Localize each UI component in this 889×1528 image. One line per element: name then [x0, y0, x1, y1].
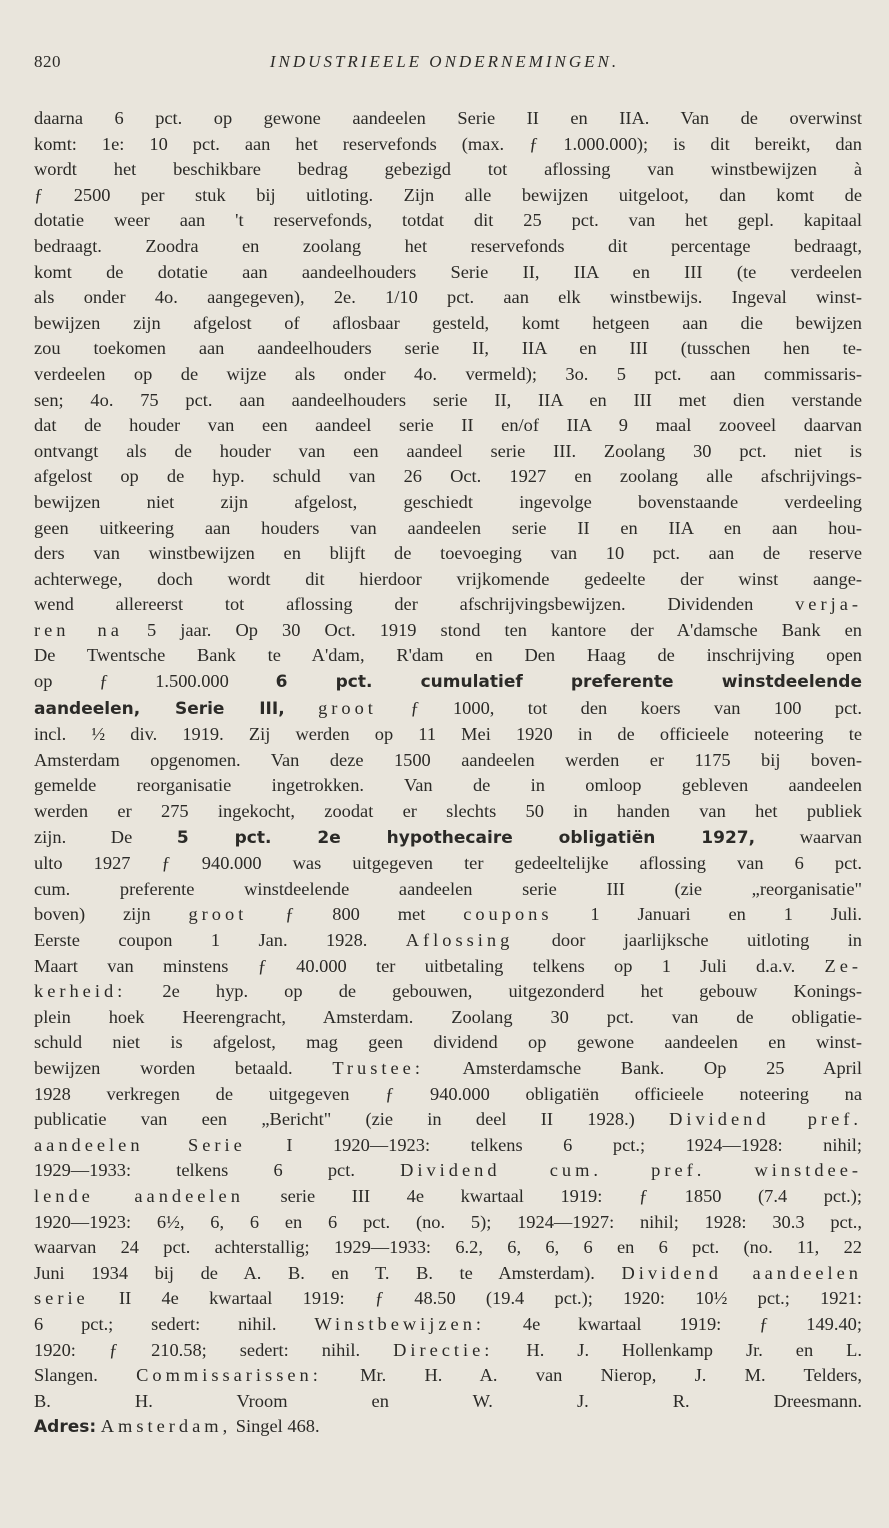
text-segment: Slangen.: [34, 1365, 137, 1386]
text-segment: Eerste coupon 1 Jan. 1928.: [34, 930, 406, 950]
spaced-emphasis-text: coupons: [463, 904, 553, 925]
text-segment: Mr. H. A. van Nierop, J. M. Telders,: [321, 1365, 862, 1386]
text-segment: Amsterdamsche Bank. Op 25 April: [423, 1057, 862, 1078]
text-line: [34, 285, 862, 311]
text-line: [34, 1338, 862, 1364]
text-line: [34, 748, 862, 774]
text-segment: I 1920—1923: telkens 6 pct.; 1924—1928: nihil;: [245, 1134, 862, 1155]
text-segment: waarvan 24 pct. achterstallig; 1929—1933: 6.2, 6, 6, 6 en 6 pct. (no. 11, 22: [34, 1237, 862, 1258]
text-segment: wordt het beschikbare bedrag gebezigd tot aflossing van winstbewijzen à: [34, 159, 862, 180]
text-segment: ders van winstbewijzen en blijft de toevoeging van 10 pct. aan de reserve: [34, 543, 862, 564]
text-line: [34, 234, 862, 260]
text-segment: 1929—1933: telkens 6 pct.: [34, 1160, 401, 1181]
text-segment: ƒ 800 met: [247, 904, 464, 925]
text-segment: 1928 verkregen de uitgegeven ƒ 940.000 obligatiën officieele noteering na: [34, 1083, 862, 1104]
text-segment: op ƒ 1.500.000: [34, 671, 276, 692]
article-body: [34, 106, 862, 1441]
text-line: [34, 490, 862, 516]
text-line: [34, 208, 862, 234]
running-title: INDUSTRIEELE ONDERNEMINGEN.: [269, 52, 620, 71]
text-segment: zijn. De: [34, 826, 177, 847]
text-segment: 1920—1923: 6½, 6, 6 en 6 pct. (no. 5); 1924—1927: nihil; 1928: 30.3 pct.,: [34, 1211, 862, 1232]
text-segment: als onder 4o. aangegeven), 2e. 1/10 pct. aan elk winstbewijs. Ingeval winst-: [34, 287, 862, 308]
page-header: [34, 52, 855, 80]
text-segment: De Twentsche Bank te A'dam, R'dam en Den Haag de inschrijving open: [34, 645, 862, 666]
text-line: [34, 618, 862, 644]
text-line: [34, 1133, 862, 1159]
text-segment: bewijzen worden betaald.: [34, 1057, 333, 1078]
bold-heading-text: aandeelen, Serie III,: [34, 698, 285, 719]
spaced-emphasis-text: aandeelen Serie: [34, 1134, 246, 1155]
text-segment: achterwege, doch wordt dit hierdoor vrijkomende gedeelte der winst aange-: [34, 568, 862, 589]
spaced-emphasis-text: Dividend aandeelen: [621, 1262, 862, 1283]
bold-heading-text: 6 pct. cumulatief preferente winstdeelende: [275, 672, 862, 693]
spaced-emphasis-text: kerheid:: [34, 981, 127, 1002]
text-segment: bedraagt. Zoodra en zoolang het reservefonds dit percentage bedraagt,: [34, 235, 862, 256]
text-segment: werden er 275 ingekocht, zoodat er slechts 50 in handen van het publiek: [34, 801, 862, 822]
text-segment: Maart van minstens ƒ 40.000 ter uitbetaling telkens op 1 Juli d.a.v.: [34, 955, 825, 976]
text-line: [34, 260, 862, 286]
text-line: [34, 1261, 862, 1287]
text-line: [34, 954, 862, 980]
text-segment: 4e kwartaal 1919: ƒ 149.40;: [485, 1313, 862, 1334]
spaced-emphasis-text: Dividend cum. pref. winstdee-: [400, 1160, 862, 1181]
text-line: [34, 362, 862, 388]
text-line: [34, 311, 862, 337]
text-line: [34, 132, 862, 158]
text-segment: dotatie weer aan 't reservefonds, totdat dit 25 pct. van het gepl. kapitaal: [34, 210, 862, 231]
spaced-emphasis-text: verja-: [795, 594, 862, 615]
text-line: [34, 799, 862, 825]
text-line: [34, 1414, 862, 1441]
text-segment: plein hoek Heerengracht, Amsterdam. Zoolang 30 pct. van de obligatie-: [34, 1006, 862, 1027]
text-segment: zou toekomen aan aandeelhouders serie II, IIA en III (tusschen hen te-: [34, 338, 862, 359]
spaced-emphasis-text: Ze-: [824, 955, 862, 976]
text-segment: bewijzen zijn afgelost of aflosbaar gesteld, komt hetgeen aan die bewijzen: [34, 312, 862, 333]
spaced-emphasis-text: serie: [34, 1288, 89, 1309]
spaced-emphasis-text: Directie:: [393, 1339, 494, 1360]
spaced-emphasis-text: lende aandeelen: [34, 1185, 244, 1206]
text-segment: Singel 468.: [231, 1416, 320, 1437]
text-line: [34, 388, 862, 414]
bold-heading-text: 5 pct. 2e hypothecaire obligatiën 1927,: [176, 827, 756, 848]
text-line: [34, 1082, 862, 1108]
text-segment: dat de houder van een aandeel serie II en/of IIA 9 maal zooveel daarvan: [34, 415, 862, 436]
text-segment: Amsterdam opgenomen. Van deze 1500 aandeelen werden er 1175 bij boven-: [34, 749, 862, 770]
text-line: [34, 902, 862, 928]
text-line: [34, 1158, 862, 1184]
spaced-emphasis-text: Amsterdam,: [100, 1416, 232, 1437]
text-segment: waarvan: [755, 826, 862, 847]
text-segment: ontvangt als de houder van een aandeel serie III. Zoolang 30 pct. niet is: [34, 440, 862, 461]
text-segment: H. J. Hollenkamp Jr. en L.: [493, 1339, 862, 1360]
text-line: [34, 541, 862, 567]
text-line: [34, 1107, 862, 1133]
text-line: [34, 413, 862, 439]
spaced-emphasis-text: Commissarissen:: [136, 1365, 322, 1386]
text-line: [34, 1030, 862, 1056]
text-line: [34, 979, 862, 1005]
text-line: [34, 516, 862, 542]
text-segment: komt: 1e: 10 pct. aan het reservefonds (max. ƒ 1.000.000); is dit bereikt, dan: [34, 133, 862, 154]
text-segment: B. H. Vroom en W. J. R. Dreesmann.: [34, 1390, 862, 1411]
text-segment: ƒ 1000, tot den koers van 100 pct.: [376, 697, 862, 718]
text-segment: ulto 1927 ƒ 940.000 was uitgegeven ter gedeeltelijke aflossing van 6 pct.: [34, 853, 862, 874]
spaced-emphasis-text: groot: [318, 697, 377, 718]
text-segment: Juni 1934 bij de A. B. en T. B. te Amsterdam).: [34, 1262, 622, 1283]
text-line: [34, 696, 862, 723]
text-line: [34, 928, 862, 954]
text-segment: geen uitkeering aan houders van aandeelen serie II en IIA en aan hou-: [34, 517, 862, 538]
text-line: [34, 722, 862, 748]
bold-heading-text: Adres:: [34, 1417, 97, 1438]
text-segment: boven) zijn: [34, 904, 189, 925]
text-line: [34, 1005, 862, 1031]
text-segment: [285, 698, 318, 718]
text-line: [34, 439, 862, 465]
spaced-emphasis-text: groot: [188, 904, 248, 925]
text-segment: cum. preferente winstdeelende aandeelen serie III (zie „reorganisatie": [34, 878, 862, 899]
text-segment: daarna 6 pct. op gewone aandeelen Serie II en IIA. Van de overwinst: [34, 108, 862, 128]
text-segment: komt de dotatie aan aandeelhouders Serie II, IIA en III (te verdeelen: [34, 261, 862, 282]
text-line: [34, 106, 862, 132]
text-line: [34, 1389, 862, 1415]
text-segment: gemelde reorganisatie ingetrokken. Van de in omloop gebleven aandeelen: [34, 775, 862, 796]
text-segment: 1 Januari en 1 Juli.: [552, 904, 862, 925]
text-line: [34, 1363, 862, 1389]
text-segment: incl. ½ div. 1919. Zij werden op 11 Mei 1920 in de officieele noteering te: [34, 724, 862, 745]
text-segment: verdeelen op de wijze als onder 4o. vermeld); 3o. 5 pct. aan commissaris-: [34, 363, 862, 384]
text-line: [34, 877, 862, 903]
text-line: [34, 1312, 862, 1338]
text-line: [34, 643, 862, 669]
text-line: [34, 567, 862, 593]
text-segment: sen; 4o. 75 pct. aan aandeelhouders serie II, IIA en III met dien verstande: [34, 389, 862, 410]
page-number: 820: [34, 52, 61, 71]
text-segment: schuld niet is afgelost, mag geen dividend op gewone aandeelen en winst-: [34, 1032, 862, 1053]
spaced-emphasis-text: Winstbewijzen:: [314, 1313, 486, 1334]
text-line: [34, 1210, 862, 1236]
text-line: [34, 825, 862, 852]
spaced-emphasis-text: Dividend pref.: [669, 1109, 862, 1130]
text-line: [34, 1056, 862, 1082]
spaced-emphasis-text: Aflossing: [405, 930, 514, 950]
text-line: [34, 1184, 862, 1210]
text-line: [34, 773, 862, 799]
text-segment: ƒ 2500 per stuk bij uitloting. Zijn alle bewijzen uitgeloot, dan komt de: [34, 184, 862, 205]
text-segment: bewijzen niet zijn afgelost, geschiedt ingevolge bovenstaande verdeeling: [34, 491, 862, 512]
text-segment: 6 pct.; sedert: nihil.: [34, 1313, 315, 1334]
text-line: [34, 464, 862, 490]
text-line: [34, 157, 862, 183]
text-line: [34, 592, 862, 618]
text-segment: serie III 4e kwartaal 1919: ƒ 1850 (7.4 pct.);: [243, 1185, 862, 1206]
text-segment: wend allereerst tot aflossing der afschrijvingsbewijzen. Dividenden: [34, 594, 796, 615]
text-segment: II 4e kwartaal 1919: ƒ 48.50 (19.4 pct.); 1920: 10½ pct.; 1921:: [88, 1288, 862, 1309]
text-segment: 1920: ƒ 210.58; sedert: nihil.: [34, 1339, 394, 1360]
spaced-emphasis-text: ren na: [34, 619, 123, 640]
text-line: [34, 1235, 862, 1261]
text-line: [34, 1286, 862, 1312]
text-line: [34, 183, 862, 209]
text-segment: afgelost op de hyp. schuld van 26 Oct. 1927 en zoolang alle afschrijvings-: [34, 466, 862, 487]
text-segment: 2e hyp. op de gebouwen, uitgezonderd het gebouw Konings-: [126, 981, 862, 1002]
spaced-emphasis-text: Trustee:: [332, 1057, 424, 1078]
text-line: [34, 669, 862, 696]
text-line: [34, 336, 862, 362]
text-segment: publicatie van een „Bericht" (zie in deel II 1928.): [34, 1109, 670, 1130]
text-segment: 5 jaar. Op 30 Oct. 1919 stond ten kantore der A'damsche Bank en: [122, 619, 862, 640]
text-segment: door jaarlijksche uitloting in: [513, 930, 862, 950]
text-line: [34, 851, 862, 877]
